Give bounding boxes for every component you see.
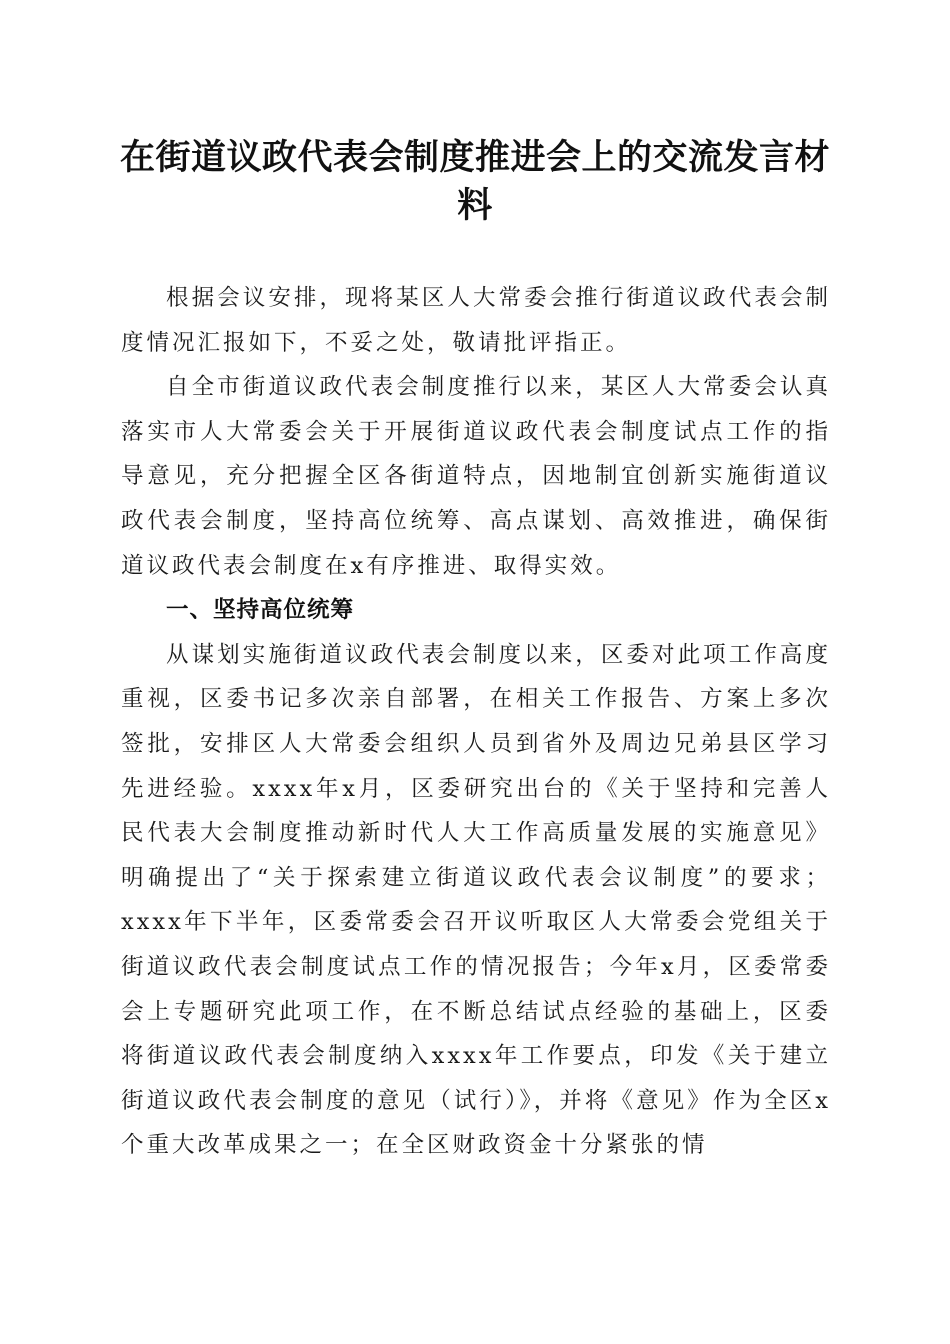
- section-heading: 一、坚持高位统筹: [166, 597, 355, 624]
- section-paragraph: 从谋划实施街道议政代表会制度以来，区委对此项工作高度重视，区委书记多次亲自部署，在相关工作报告、方案上多次签批，安排区人大常委会组织人员到省外及周边兄弟县区学习先进经验。xxxx年x月，区委研究出台的《关于坚持和完善人民代表大会制度推动新时代人大工作高质量发展的实施意见》明确提出了“关于探索建立街道议政代表会议制度”的要求；xxxx年下半年，区委常委会召开议听取区人大常委会党组关于街道议政代表会制度试点工作的情况报告；今年x月，区委常委会上专题研究此项工作，在不断总结试点经验的基础上，区委将街道议政代表会制度纳入xxxx年工作要点，印发《关于建立街道议政代表会制度的意见（试行）》，并将《意见》作为全区x个重大改革成果之一；在全区财政资金十分紧张的情: [121, 641, 831, 1159]
- document-title: 在街道议政代表会制度推进会上的交流发言材料: [119, 137, 830, 226]
- overview-paragraph: 自全市街道议政代表会制度推行以来，某区人大常委会认真落实市人大常委会关于开展街道议政代表会制度试点工作的指导意见，充分把握全区各街道特点，因地制宜创新实施街道议政代表会制度，坚持高位统筹、高点谋划、高效推进，确保街道议政代表会制度在x有序推进、取得实效。: [121, 374, 831, 579]
- document-body: [121, 276, 831, 1168]
- intro-paragraph: 根据会议安排，现将某区人大常委会推行街道议政代表会制度情况汇报如下，不妥之处，敬请批评指正。: [121, 285, 831, 356]
